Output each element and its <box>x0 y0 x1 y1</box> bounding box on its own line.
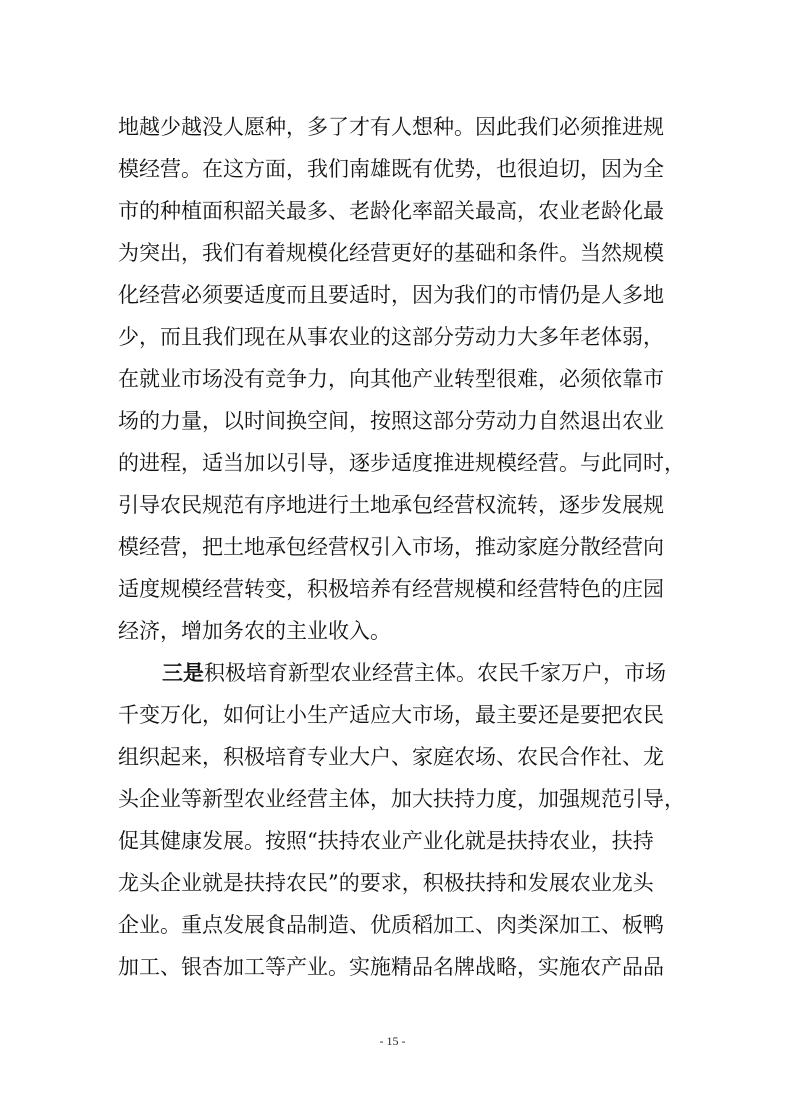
paragraph-scale-operation <box>118 106 685 652</box>
text-line: 少，而且我们现在从事农业的这部分劳动力大多年老体弱， <box>118 325 664 349</box>
text-line: 经济，增加务农的主业收入。 <box>118 619 391 643</box>
paragraph-new-operators <box>118 652 685 988</box>
text-line: 化经营必须要适度而且要适时，因为我们的市情仍是人多地 <box>118 283 664 307</box>
text-line-rest: 积极培育新型农业经营主体。农民千家万户，市场 <box>204 661 666 685</box>
text-line: 市的种植面积韶关最多、老龄化率韶关最高，农业老龄化最 <box>118 199 664 223</box>
text-line: 加工、银杏加工等产业。实施精品名牌战略，实施农产品品 <box>118 955 664 979</box>
text-line: 模经营，把土地承包经营权引入市场，推动家庭分散经营向 <box>118 535 664 559</box>
paragraph-lead-bold: 三是 <box>162 660 204 685</box>
text-line: 龙头企业就是扶持农民”的要求，积极扶持和发展农业龙头 <box>118 871 654 895</box>
page-number: - 15 - <box>379 1034 406 1048</box>
text-line: 场的力量，以时间换空间，按照这部分劳动力自然退出农业 <box>118 409 664 433</box>
text-line: 地越少越没人愿种，多了才有人想种。因此我们必须推进规 <box>118 115 664 139</box>
text-line-first <box>118 652 678 694</box>
body-text <box>118 106 685 988</box>
text-line: 千变万化，如何让小生产适应大市场，最主要还是要把农民 <box>118 703 664 727</box>
text-line: 模经营。在这方面，我们南雄既有优势，也很迫切，因为全 <box>118 157 664 181</box>
text-line: 适度规模经营转变，积极培养有经营规模和经营特色的庄园 <box>118 577 664 601</box>
text-line: 组织起来，积极培育专业大户、家庭农场、农民合作社、龙 <box>118 745 664 769</box>
text-line: 引导农民规范有序地进行土地承包经营权流转，逐步发展规 <box>118 493 664 517</box>
text-line: 企业。重点发展食品制造、优质稻加工、肉类深加工、板鸭 <box>118 913 664 937</box>
text-line: 促其健康发展。按照“扶持农业产业化就是扶持农业，扶持 <box>118 829 654 853</box>
text-line: 的进程，适当加以引导，逐步适度推进规模经营。与此同时， <box>118 451 685 475</box>
text-line: 头企业等新型农业经营主体，加大扶持力度，加强规范引导， <box>118 787 685 811</box>
text-line: 在就业市场没有竞争力，向其他产业转型很难，必须依靠市 <box>118 367 664 391</box>
text-line: 为突出，我们有着规模化经营更好的基础和条件。当然规模 <box>118 241 664 265</box>
